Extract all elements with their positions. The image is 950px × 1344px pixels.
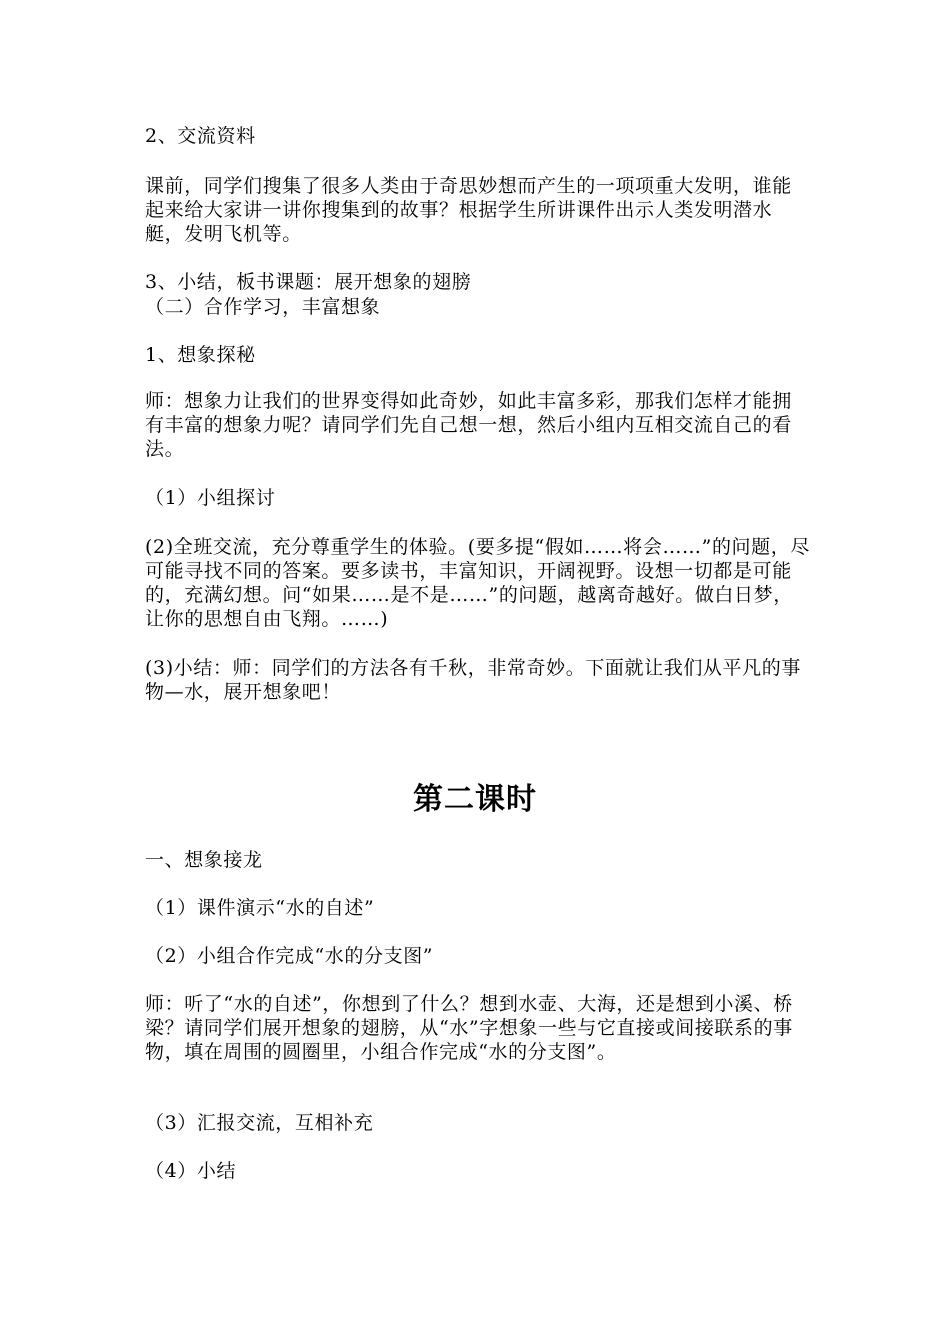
item2-title: 2、交流资料 [145, 125, 256, 147]
lesson2-step2: （2）小组合作完成“水的分支图” [145, 945, 434, 967]
step3-summary: (3)小结：师：同学们的方法各有千秋，非常奇妙。下面就让我们从平凡的事物—水，展开想象吧！ [145, 657, 801, 703]
lesson2-teacher-text: 师：听了“水的自述”，你想到了什么？想到水壶、大海，还是想到小溪、桥梁？请同学们展开想象的翅膀，从“水”字想象一些与它直接或间接联系的事物，填在周围的圆圈里，小组合作完成“水的分支图”。 [145, 993, 793, 1063]
item2-body: 课前，同学们搜集了很多人类由于奇思妙想而产生的一项项重大发明，谁能起来给大家讲一讲你搜集到的故事？根据学生所讲课件出示人类发明潜水艇，发明飞机等。 [145, 175, 792, 245]
lesson2-step3: （3）汇报交流，互相补充 [145, 1112, 374, 1134]
lesson2-heading: 第二课时 [413, 782, 537, 817]
lesson2-step1: （1）课件演示“水的自述” [145, 897, 375, 919]
step2-class-exchange: (2)全班交流，充分尊重学生的体验。(要多提“假如……将会……”的问题，尽可能寻找不同的答案。要多读书，丰富知识，开阔视野。设想一切都是可能的，充满幻想。问“如果……是不是……”的问题，越离奇越好。做白日梦，让你的思想自由飞翔。……) [145, 536, 810, 630]
teacher-intro: 师：想象力让我们的世界变得如此奇妙，如此丰富多彩，那我们怎样才能拥有丰富的想象力呢？请同学们先自己想一想，然后小组内互相交流自己的看法。 [145, 390, 792, 460]
lesson2-step4: （4）小结 [145, 1160, 237, 1182]
part2-title: （二）合作学习，丰富想象 [145, 296, 381, 318]
step1-group-discussion: （1）小组探讨 [145, 487, 276, 509]
item3-title: 3、小结，板书课题：展开想象的翅膀 [145, 271, 472, 293]
lesson2-part1-title: 一、想象接龙 [145, 849, 263, 871]
explore-title: 1、想象探秘 [145, 344, 256, 366]
